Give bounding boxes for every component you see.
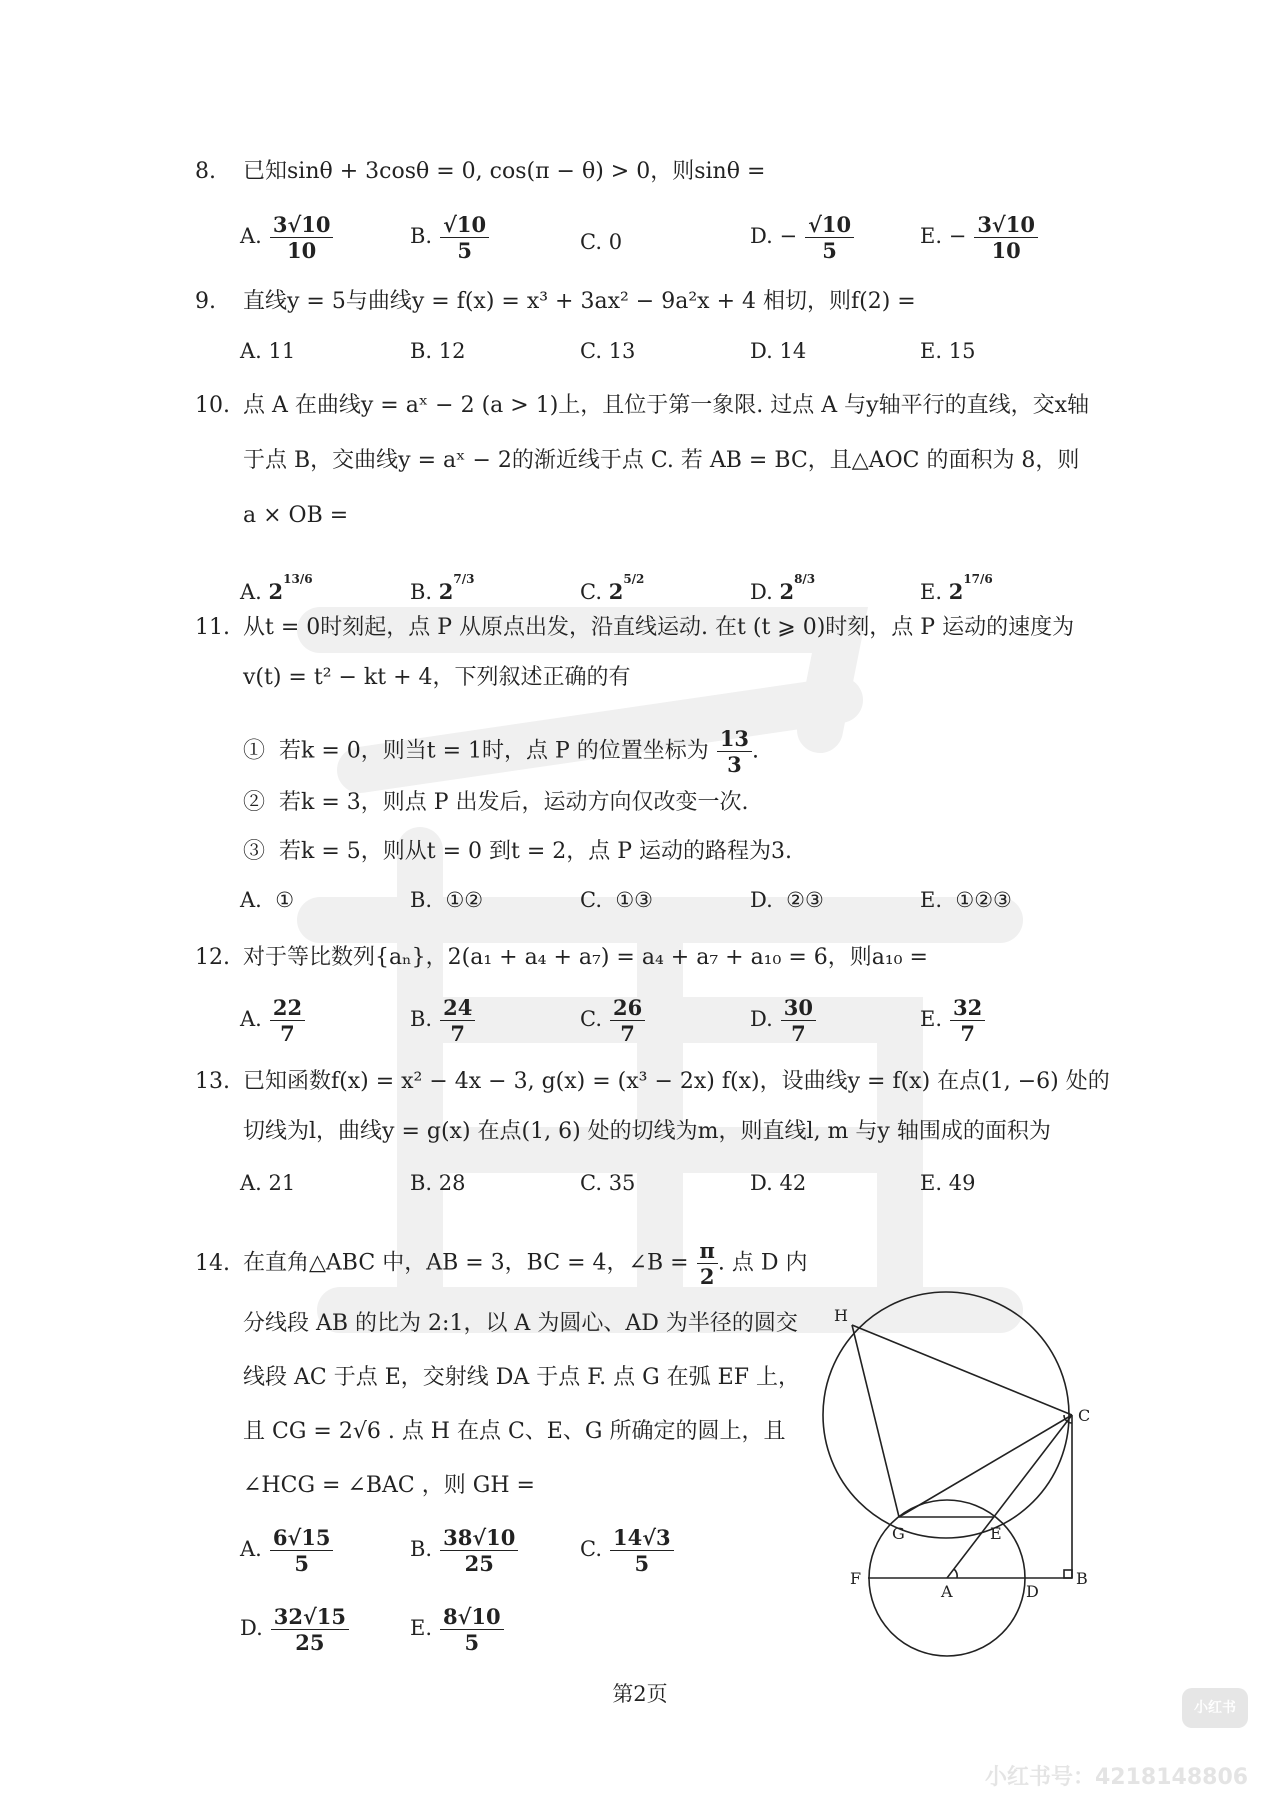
q10-option-c: C. $2^{5/2}$ [580, 572, 645, 604]
question-stem-line: 点 A 在曲线y = aˣ − 2 (a > 1)上，且位于第一象限. 过点 A 与y轴平行的直线，交x轴 [243, 393, 1089, 418]
question-stem-line: v(t) = t² − kt + 4，下列叙述正确的有 [243, 665, 631, 690]
question-stem-line: 线段 AC 于点 E，交射线 DA 于点 F. 点 G 在弧 EF 上， [243, 1365, 800, 1390]
question-number: 13. [195, 1069, 230, 1094]
label-f: F [850, 1569, 862, 1588]
q9-option-d: D. 14 [750, 339, 807, 363]
statement-2: ② 若k = 3，则点 P 出发后，运动方向仅改变一次. [243, 790, 749, 815]
question-stem-line: 于点 B，交曲线y = aˣ − 2的渐近线于点 C. 若 AB = BC，且△AOC 的面积为 8，则 [243, 448, 1080, 473]
statement-1: ① 若k = 0，则当t = 1时，点 P 的位置坐标为 $\frac{13}{3}$ . [243, 726, 760, 777]
label-b: B [1076, 1569, 1088, 1588]
question-number: 11. [195, 615, 230, 640]
label-d: D [1026, 1582, 1039, 1601]
q10-option-e: E. $2^{17/6}$ [920, 572, 993, 604]
label-g: G [892, 1524, 905, 1543]
q12-option-d: D. $\frac{30}{7}$ [750, 995, 816, 1046]
question-stem-line: 在直角△ABC 中，AB = 3，BC = 4，∠B = [243, 1250, 689, 1276]
angle-mark-a [954, 1569, 957, 1578]
question-stem-line: 分线段 AB 的比为 2:1，以 A 为圆心、AD 为半径的圆交 [243, 1311, 798, 1336]
question-stem: 直线y = 5与曲线y = f(x) = x³ + 3ax² − 9a²x + 4 相切，则f(2) = [243, 289, 916, 314]
question-10 [195, 392, 1089, 420]
label-c: C [1078, 1406, 1091, 1425]
q9-option-c: C. 13 [580, 339, 636, 363]
q13-option-d: D. 42 [750, 1171, 807, 1195]
q8-option-b: B. $\frac{√10}{5}$ [410, 212, 489, 263]
q13-option-b: B. 28 [410, 1171, 466, 1195]
q13-option-c: C. 35 [580, 1171, 636, 1195]
q11-option-e: E. ①②③ [920, 888, 1012, 912]
q12-option-a: A. $\frac{22}{7}$ [240, 995, 305, 1046]
q14-option-b: B. $\frac{38√10}{25}$ [410, 1525, 518, 1576]
q10-option-a: A. $2^{13/6}$ [240, 572, 313, 604]
statement-3: ③ 若k = 5，则从t = 0 到t = 2，点 P 运动的路程为3. [243, 839, 793, 864]
q13-option-e: E. 49 [920, 1171, 976, 1195]
label-a: A [941, 1582, 953, 1601]
question-8 [195, 158, 765, 186]
q8-option-d: D. − $\frac{√10}{5}$ [750, 212, 854, 263]
q11-option-c: C. ①③ [580, 888, 654, 912]
question-stem-line: 且 CG = 2√6 . 点 H 在点 C、E、G 所确定的圆上，且 [243, 1419, 786, 1444]
question-number: 14. [195, 1250, 230, 1276]
q12-option-e: E. $\frac{32}{7}$ [920, 995, 985, 1046]
q11-option-a: A. ① [240, 888, 295, 912]
q8-option-e: E. − $\frac{3√10}{10}$ [920, 212, 1038, 263]
question-number: 12. [195, 945, 230, 970]
q9-option-e: E. 15 [920, 339, 976, 363]
question-number: 9. [195, 289, 216, 314]
label-h: H [834, 1306, 848, 1325]
q10-option-b: B. $2^{7/3}$ [410, 572, 475, 604]
watermark-id: 小红书号：4218148806 [985, 1765, 1249, 1790]
question-stem-line: 从t = 0时刻起，点 P 从原点出发，沿直线运动. 在t (t ⩾ 0)时刻，点 P 运动的速度为 [243, 615, 1075, 640]
question-number: 10. [195, 393, 230, 418]
segment-hg [852, 1325, 899, 1517]
question-14: 14. 在直角△ABC 中，AB = 3，BC = 4，∠B = $\frac{\pi}{2}$ . 点 D 内 [195, 1238, 808, 1289]
question-12 [195, 944, 928, 972]
question-stem: 已知sinθ + 3cosθ = 0, cos(π − θ) > 0，则sinθ = [243, 159, 766, 184]
q14-option-e: E. $\frac{8√10}{5}$ [410, 1604, 504, 1655]
q12-option-b: B. $\frac{24}{7}$ [410, 995, 475, 1046]
question-number: 8. [195, 159, 216, 184]
question-9 [195, 288, 916, 316]
question-stem-line: a × OB = [243, 503, 349, 528]
question-stem-line: ∠HCG = ∠BAC ，则 GH = [243, 1473, 535, 1498]
q14-option-d: D. $\frac{32√15}{25}$ [240, 1604, 349, 1655]
segment-gc [899, 1415, 1072, 1517]
q11-option-d: D. ②③ [750, 888, 824, 912]
q11-option-b: B. ①② [410, 888, 484, 912]
q13-option-a: A. 21 [240, 1171, 296, 1195]
page-number: 第2页 [612, 1682, 668, 1706]
q9-option-a: A. 11 [240, 339, 296, 363]
q14-option-a: A. $\frac{6√15}{5}$ [240, 1525, 333, 1576]
segment-hc [852, 1325, 1072, 1415]
watermark-logo: 小红书 [1182, 1688, 1248, 1728]
question-stem: 对于等比数列{aₙ}，2(a₁ + a₄ + a₇) = a₄ + a₇ + a₁₀ = 6，则a₁₀ = [243, 945, 928, 970]
question-stem-line: 已知函数f(x) = x² − 4x − 3, g(x) = (x³ − 2x) f(x)，设曲线y = f(x) 在点(1, −6) 处的 [243, 1069, 1110, 1094]
geometry-figure [820, 1265, 1110, 1665]
question-11 [195, 614, 1074, 642]
right-angle-b [1064, 1570, 1072, 1578]
q8-option-a: A. $\frac{3√10}{10}$ [240, 212, 333, 263]
q14-option-c: C. $\frac{14√3}{5}$ [580, 1525, 674, 1576]
question-13 [195, 1068, 1110, 1096]
q9-option-b: B. 12 [410, 339, 466, 363]
label-e: E [990, 1524, 1002, 1543]
segment-ac [947, 1415, 1072, 1578]
question-stem-line: 切线为l，曲线y = g(x) 在点(1, 6) 处的切线为m，则直线l, m 与y 轴围成的面积为 [243, 1119, 1051, 1144]
q12-option-c: C. $\frac{26}{7}$ [580, 995, 645, 1046]
q10-option-d: D. $2^{8/3}$ [750, 572, 816, 604]
pi-over-two: $\frac{\pi}{2}$ [697, 1238, 718, 1289]
q8-option-c: C. 0 [580, 230, 623, 254]
